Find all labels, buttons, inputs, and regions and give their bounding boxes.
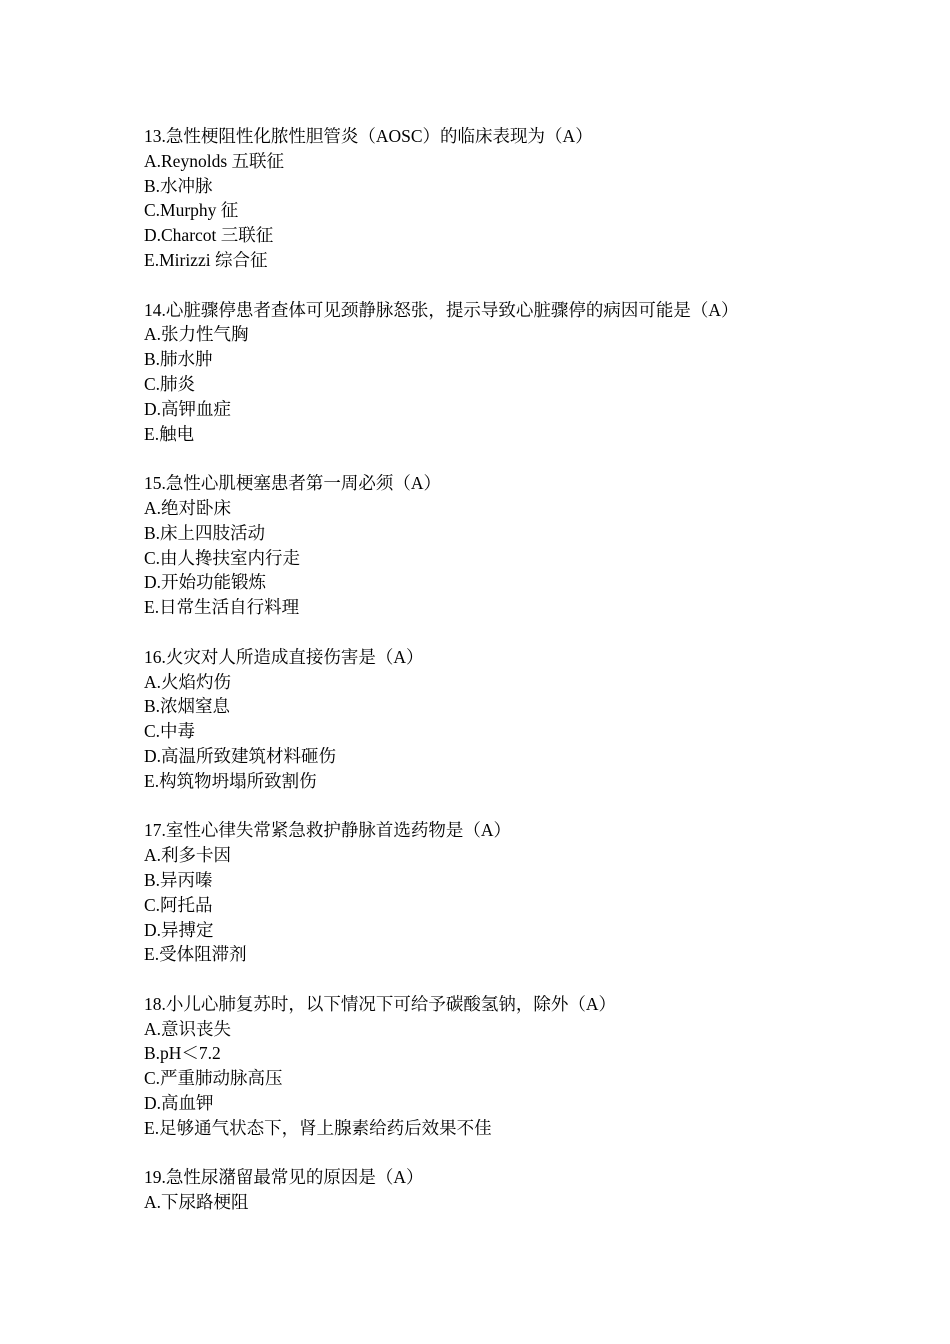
question-stem: 19.急性尿潴留最常见的原因是（A） [144, 1167, 424, 1188]
answer-option: E.Mirizzi 综合征 [144, 249, 268, 270]
question-stem: 17.室性心律失常紧急救护静脉首选药物是（A） [144, 820, 512, 841]
answer-option: E.触电 [144, 423, 195, 444]
answer-option: A.Reynolds 五联征 [144, 150, 284, 171]
answer-option: B.pH＜7.2 [144, 1043, 221, 1064]
question-17 [144, 818, 844, 967]
question-stem: 18.小儿心肺复苏时，以下情况下可给予碳酸氢钠，除外（A） [144, 993, 617, 1014]
answer-option: C.肺炎 [144, 373, 196, 394]
answer-option: B.异丙嗪 [144, 869, 213, 890]
answer-option: B.肺水肿 [144, 349, 213, 370]
answer-option: E.足够通气状态下，肾上腺素给药后效果不佳 [144, 1117, 492, 1138]
answer-option: C.由人搀扶室内行走 [144, 547, 301, 568]
answer-option: C.阿托品 [144, 894, 213, 915]
answer-option: B.浓烟窒息 [144, 696, 231, 717]
answer-option: D.Charcot 三联征 [144, 225, 274, 246]
answer-option: D.异搏定 [144, 919, 214, 940]
answer-option: A.张力性气胸 [144, 324, 249, 345]
answer-option: C.严重肺动脉高压 [144, 1068, 283, 1089]
question-stem: 14.心脏骤停患者查体可见颈静脉怒张，提示导致心脏骤停的病因可能是（A） [144, 299, 739, 320]
question-18 [144, 992, 844, 1141]
question-14 [144, 298, 844, 447]
answer-option: D.高温所致建筑材料砸伤 [144, 745, 337, 766]
question-13 [144, 124, 844, 273]
document-page [144, 124, 844, 1240]
answer-option: A.利多卡因 [144, 845, 232, 866]
answer-option: D.高血钾 [144, 1093, 214, 1114]
question-19 [144, 1165, 844, 1215]
question-stem: 15.急性心肌梗塞患者第一周必须（A） [144, 473, 442, 494]
answer-option: A.绝对卧床 [144, 497, 232, 518]
answer-option: E.日常生活自行料理 [144, 597, 300, 618]
answer-option: B.床上四肢活动 [144, 522, 266, 543]
answer-option: E.受体阻滞剂 [144, 944, 247, 965]
answer-option: B.水冲脉 [144, 175, 213, 196]
answer-option: D.高钾血症 [144, 398, 232, 419]
question-stem: 13.急性梗阻性化脓性胆管炎（AOSC）的临床表现为（A） [144, 126, 593, 146]
answer-option: A.意识丧失 [144, 1018, 232, 1039]
question-16 [144, 645, 844, 794]
answer-option: C.中毒 [144, 721, 196, 742]
answer-option: C.Murphy 征 [144, 200, 239, 221]
answer-option: A.火焰灼伤 [144, 671, 232, 692]
question-stem: 16.火灾对人所造成直接伤害是（A） [144, 646, 424, 667]
answer-option: A.下尿路梗阻 [144, 1192, 249, 1213]
answer-option: E.构筑物坍塌所致割伤 [144, 770, 317, 791]
question-15 [144, 471, 844, 620]
answer-option: D.开始功能锻炼 [144, 572, 267, 593]
